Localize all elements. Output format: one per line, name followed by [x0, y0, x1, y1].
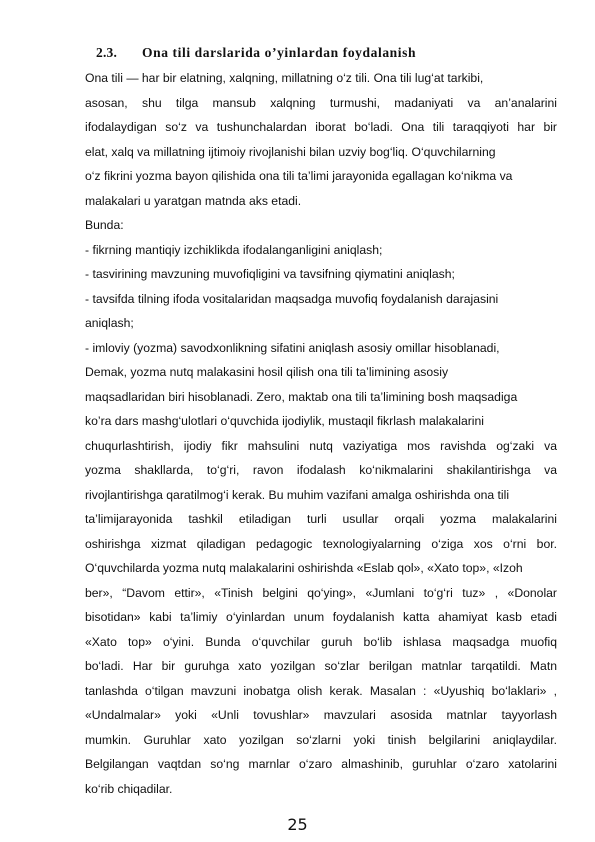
text-line: - tavsifda tilning ifoda vositalaridan maqsadga muvofiq foydalanish darajasini	[85, 291, 499, 306]
text-line: oshirishga xizmat qiladigan pedagogic texnologiyalarning o‘ziga xos o‘rni bor.	[85, 536, 557, 551]
page-number: 25	[287, 815, 308, 834]
text-line: Belgilangan vaqtdan so‘ng marnlar o‘zaro almashinib, guruhlar o‘zaro xatolarini	[85, 757, 557, 771]
text-line: ko’ra dars mashg‘ulotlari o‘quvchida ijodiylik, mustaqil fikrlash malakalarini	[85, 414, 484, 428]
text-line: «Xato top» o‘yini. Bunda o‘quvchilar guruh bo‘lib ishlasa maqsadga muofiq	[85, 634, 557, 649]
text-line: ifodalaydigan so‘z va tushunchalardan iborat bo‘ladi. Ona tili taraqqiyoti har bir	[85, 120, 557, 134]
text-line: ta’limijarayonida tashkil etiladigan turli usullar orqali yozma malakalarini	[85, 512, 557, 526]
text-line: asosan, shu tilga mansub xalqning turmushi, madaniyati va an’analarini	[85, 95, 557, 110]
text-line: Bunda:	[85, 218, 124, 232]
text-line: - tasvirining mavzuning muvofiqligini va tavsifning qiymatini aniqlash;	[85, 267, 455, 281]
text-line: chuqurlashtirish, ijodiy fikr mahsulini nutq vaziyatiga mos ravishda og‘zaki va	[85, 438, 557, 453]
text-line: ber», “Davom ettir», «Tinish belgini qo‘ying», «Jumlani to‘g‘ri tuz» , «Donolar	[85, 585, 557, 600]
text-line: elat, xalq va millatning ijtimoiy rivojlanishi bilan uzviy bog‘liq. O‘quvchilarning	[85, 144, 496, 159]
text-line: O‘quvchilarda yozma nutq malakalarini oshirishda «Eslab qol», «Xato top», «Izoh	[85, 561, 523, 575]
text-line: bo‘ladi. Har bir guruhga xato yozilgan so‘zlar berilgan matnlar tarqatildi. Matn	[85, 659, 557, 673]
text-line: malakalari u yaratgan matnda aks etadi.	[85, 193, 302, 208]
text-line: ko‘rib chiqadilar.	[85, 781, 173, 796]
text-line: - fikrning mantiqiy izchiklikda ifodalanganligini aniqlash;	[85, 242, 383, 257]
text-line: o‘z fikrini yozma bayon qilishida ona tili ta’limi jarayonida egallagan ko‘nikma va	[85, 169, 513, 183]
text-line: aniqlash;	[85, 316, 134, 330]
text-line: mumkin. Guruhlar xato yozilgan so‘zlarni yoki tinish belgilarini aniqlaydilar.	[85, 732, 557, 747]
section-title: Ona tili darslarida o’yinlardan foydalanish	[142, 45, 417, 60]
text-line: rivojlantirishga qaratilmog‘i kerak. Bu muhim vazifani amalga oshirishda ona tili	[85, 487, 510, 502]
text-line: Ona tili — har bir elatning, xalqning, millatning o‘z tili. Ona tili lug‘at tarkibi,	[85, 71, 484, 85]
section-number: 2.3.	[96, 45, 118, 60]
text-line: Demak, yozma nutq malakasini hosil qilish ona tili ta’limining asosiy	[85, 365, 449, 379]
body-text	[85, 66, 557, 801]
text-line: tanlashda o‘tilgan mavzuni inobatga olish kerak. Masalan : «Uyushiq bo‘laklari» ,	[85, 683, 557, 698]
section-heading	[96, 45, 416, 61]
text-line: «Undalmalar» yoki «Unli tovushlar» mavzulari asosida matnlar tayyorlash	[85, 708, 557, 722]
text-line: maqsadlaridan biri hisoblanadi. Zero, maktab ona tili ta’limining bosh maqsadiga	[85, 389, 518, 404]
text-line: yozma shakllarda, to‘g‘ri, ravon ifodalash ko‘nikmalarini shakilantirishga va	[85, 463, 557, 477]
text-line: - imloviy (yozma) savodxonlikning sifatini aniqlash asosiy omillar hisoblanadi,	[85, 340, 500, 355]
text-line: bisotidan» kabi ta’limiy o‘yinlardan unum foydalanish katta ahamiyat kasb etadi	[85, 610, 557, 624]
